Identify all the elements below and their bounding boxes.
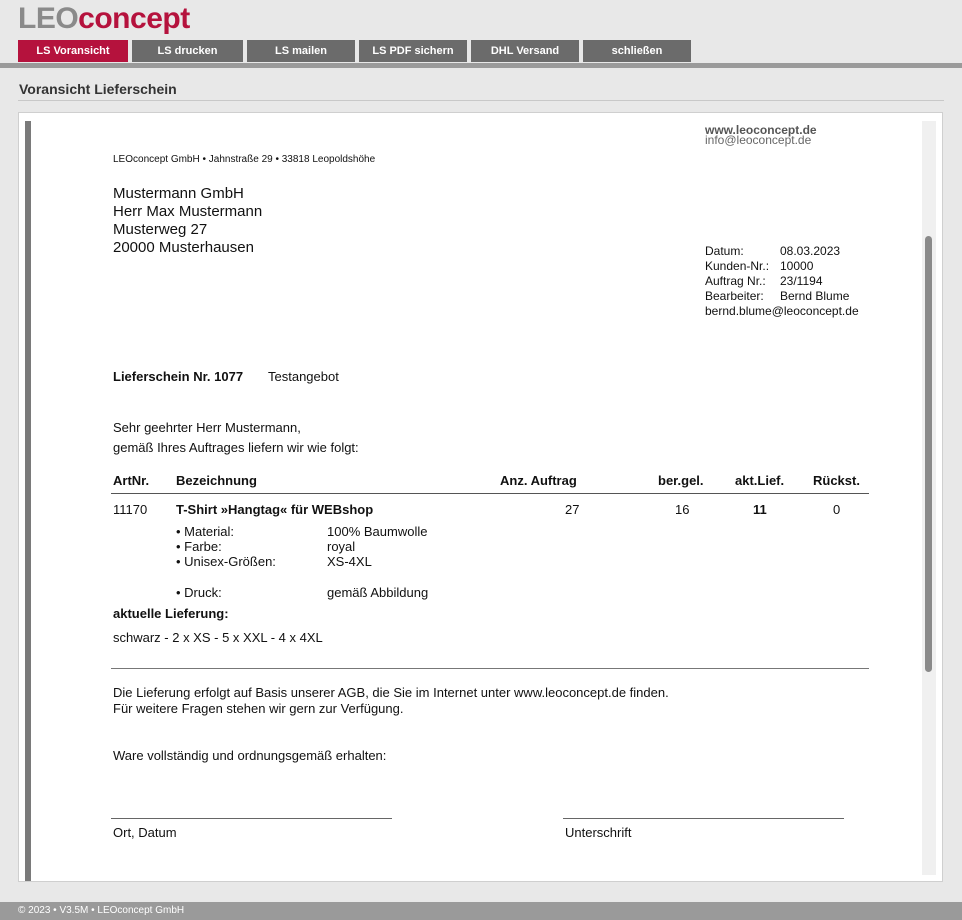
- terms-text: Die Lieferung erfolgt auf Basis unserer AGB, die Sie im Internet unter www.leoconcept.de finden.: [113, 685, 669, 700]
- column-header-current: akt.Lief.: [735, 473, 785, 488]
- document-preview-frame[interactable]: [18, 112, 943, 882]
- current-delivery-heading: aktuelle Lieferung:: [113, 606, 229, 621]
- receipt-confirmation-text: Ware vollständig und ordnungsgemäß erhalten:: [113, 748, 387, 763]
- table-footer-rule: [111, 668, 869, 669]
- footer-bar: [0, 902, 962, 920]
- ls-voransicht-button[interactable]: LS Voransicht: [18, 40, 128, 62]
- scrollbar-thumb[interactable]: [925, 236, 932, 672]
- item-name: T-Shirt »Hangtag« für WEBshop: [176, 502, 374, 517]
- meta-value-date: 08.03.2023: [780, 244, 841, 258]
- recipient-company: Mustermann GmbH: [113, 185, 244, 202]
- signature-label-place-date: Ort, Datum: [113, 825, 177, 840]
- attr-label-sizes: • Unisex-Größen:: [176, 554, 276, 569]
- meta-label-order: Auftrag Nr.:: [705, 274, 766, 288]
- attr-value-color: royal: [327, 539, 356, 554]
- column-header-delivered: ber.gel.: [658, 473, 704, 488]
- logo-text-leo: LEO: [18, 2, 79, 35]
- column-header-artnr: ArtNr.: [113, 473, 150, 488]
- recipient-street: Musterweg 27: [113, 221, 208, 238]
- item-backorder: 0: [833, 502, 841, 517]
- meta-value-customer: 10000: [780, 259, 814, 273]
- attr-label-material: • Material:: [176, 524, 235, 539]
- item-current-delivery: 11: [753, 502, 767, 517]
- item-ordered: 27: [565, 502, 580, 517]
- column-header-backorder: Rückst.: [813, 473, 860, 488]
- column-header-description: Bezeichnung: [176, 473, 257, 488]
- attr-label-color: • Farbe:: [176, 539, 222, 554]
- attr-value-material: 100% Baumwolle: [327, 524, 428, 539]
- meta-value-order: 23/1194: [780, 274, 823, 288]
- questions-text: Für weitere Fragen stehen wir gern zur Verfügung.: [113, 701, 404, 716]
- meta-label-clerk: Bearbeiter:: [705, 289, 764, 303]
- recipient-city: 20000 Musterhausen: [113, 239, 254, 256]
- meta-clerk-email: bernd.blume@leoconcept.de: [705, 304, 859, 318]
- schliessen-button[interactable]: schließen: [583, 40, 691, 62]
- column-header-ordered: Anz. Auftrag: [500, 473, 577, 488]
- document-title: Lieferschein Nr. 1077: [113, 369, 244, 384]
- company-email: info@leoconcept.de: [705, 133, 812, 147]
- signature-line-signature: [563, 818, 844, 819]
- meta-value-clerk: Bernd Blume: [780, 289, 850, 303]
- ls-drucken-button[interactable]: LS drucken: [132, 40, 243, 62]
- document-reference: Testangebot: [268, 369, 339, 384]
- leoconcept-logo: [18, 2, 190, 36]
- page-title: Voransicht Lieferschein: [19, 81, 177, 97]
- salutation: Sehr geehrter Herr Mustermann,: [113, 420, 301, 435]
- current-delivery-text: schwarz - 2 x XS - 5 x XXL - 4 x 4XL: [113, 630, 323, 645]
- signature-line-place-date: [111, 818, 392, 819]
- toolbar: [18, 40, 695, 62]
- attr-value-print: gemäß Abbildung: [327, 585, 429, 600]
- meta-label-date: Datum:: [705, 244, 744, 258]
- dhl-versand-button[interactable]: DHL Versand: [471, 40, 579, 62]
- logo-text-concept: concept: [78, 2, 190, 35]
- item-delivered-before: 16: [675, 502, 690, 517]
- sender-address-line: LEOconcept GmbH • Jahnstraße 29 • 33818 Leopoldshöhe: [113, 154, 376, 165]
- recipient-person: Herr Max Mustermann: [113, 203, 263, 220]
- signature-label-signature: Unterschrift: [565, 825, 632, 840]
- footer-copyright: © 2023 • V3.5M • LEOconcept GmbH: [18, 905, 185, 916]
- attr-label-print: • Druck:: [176, 585, 222, 600]
- toolbar-divider: [0, 63, 962, 68]
- delivery-note-document: [19, 113, 943, 882]
- table-header-rule: [111, 493, 869, 494]
- attr-value-sizes: XS-4XL: [327, 554, 372, 569]
- title-divider: [18, 100, 944, 101]
- meta-label-customer: Kunden-Nr.:: [705, 259, 770, 273]
- company-website: www.leoconcept.de: [705, 123, 817, 137]
- item-artnr: 11170: [113, 502, 148, 517]
- ls-mailen-button[interactable]: LS mailen: [247, 40, 355, 62]
- ls-pdf-sichern-button[interactable]: LS PDF sichern: [359, 40, 467, 62]
- intro-text: gemäß Ihres Auftrages liefern wir wie folgt:: [113, 440, 359, 455]
